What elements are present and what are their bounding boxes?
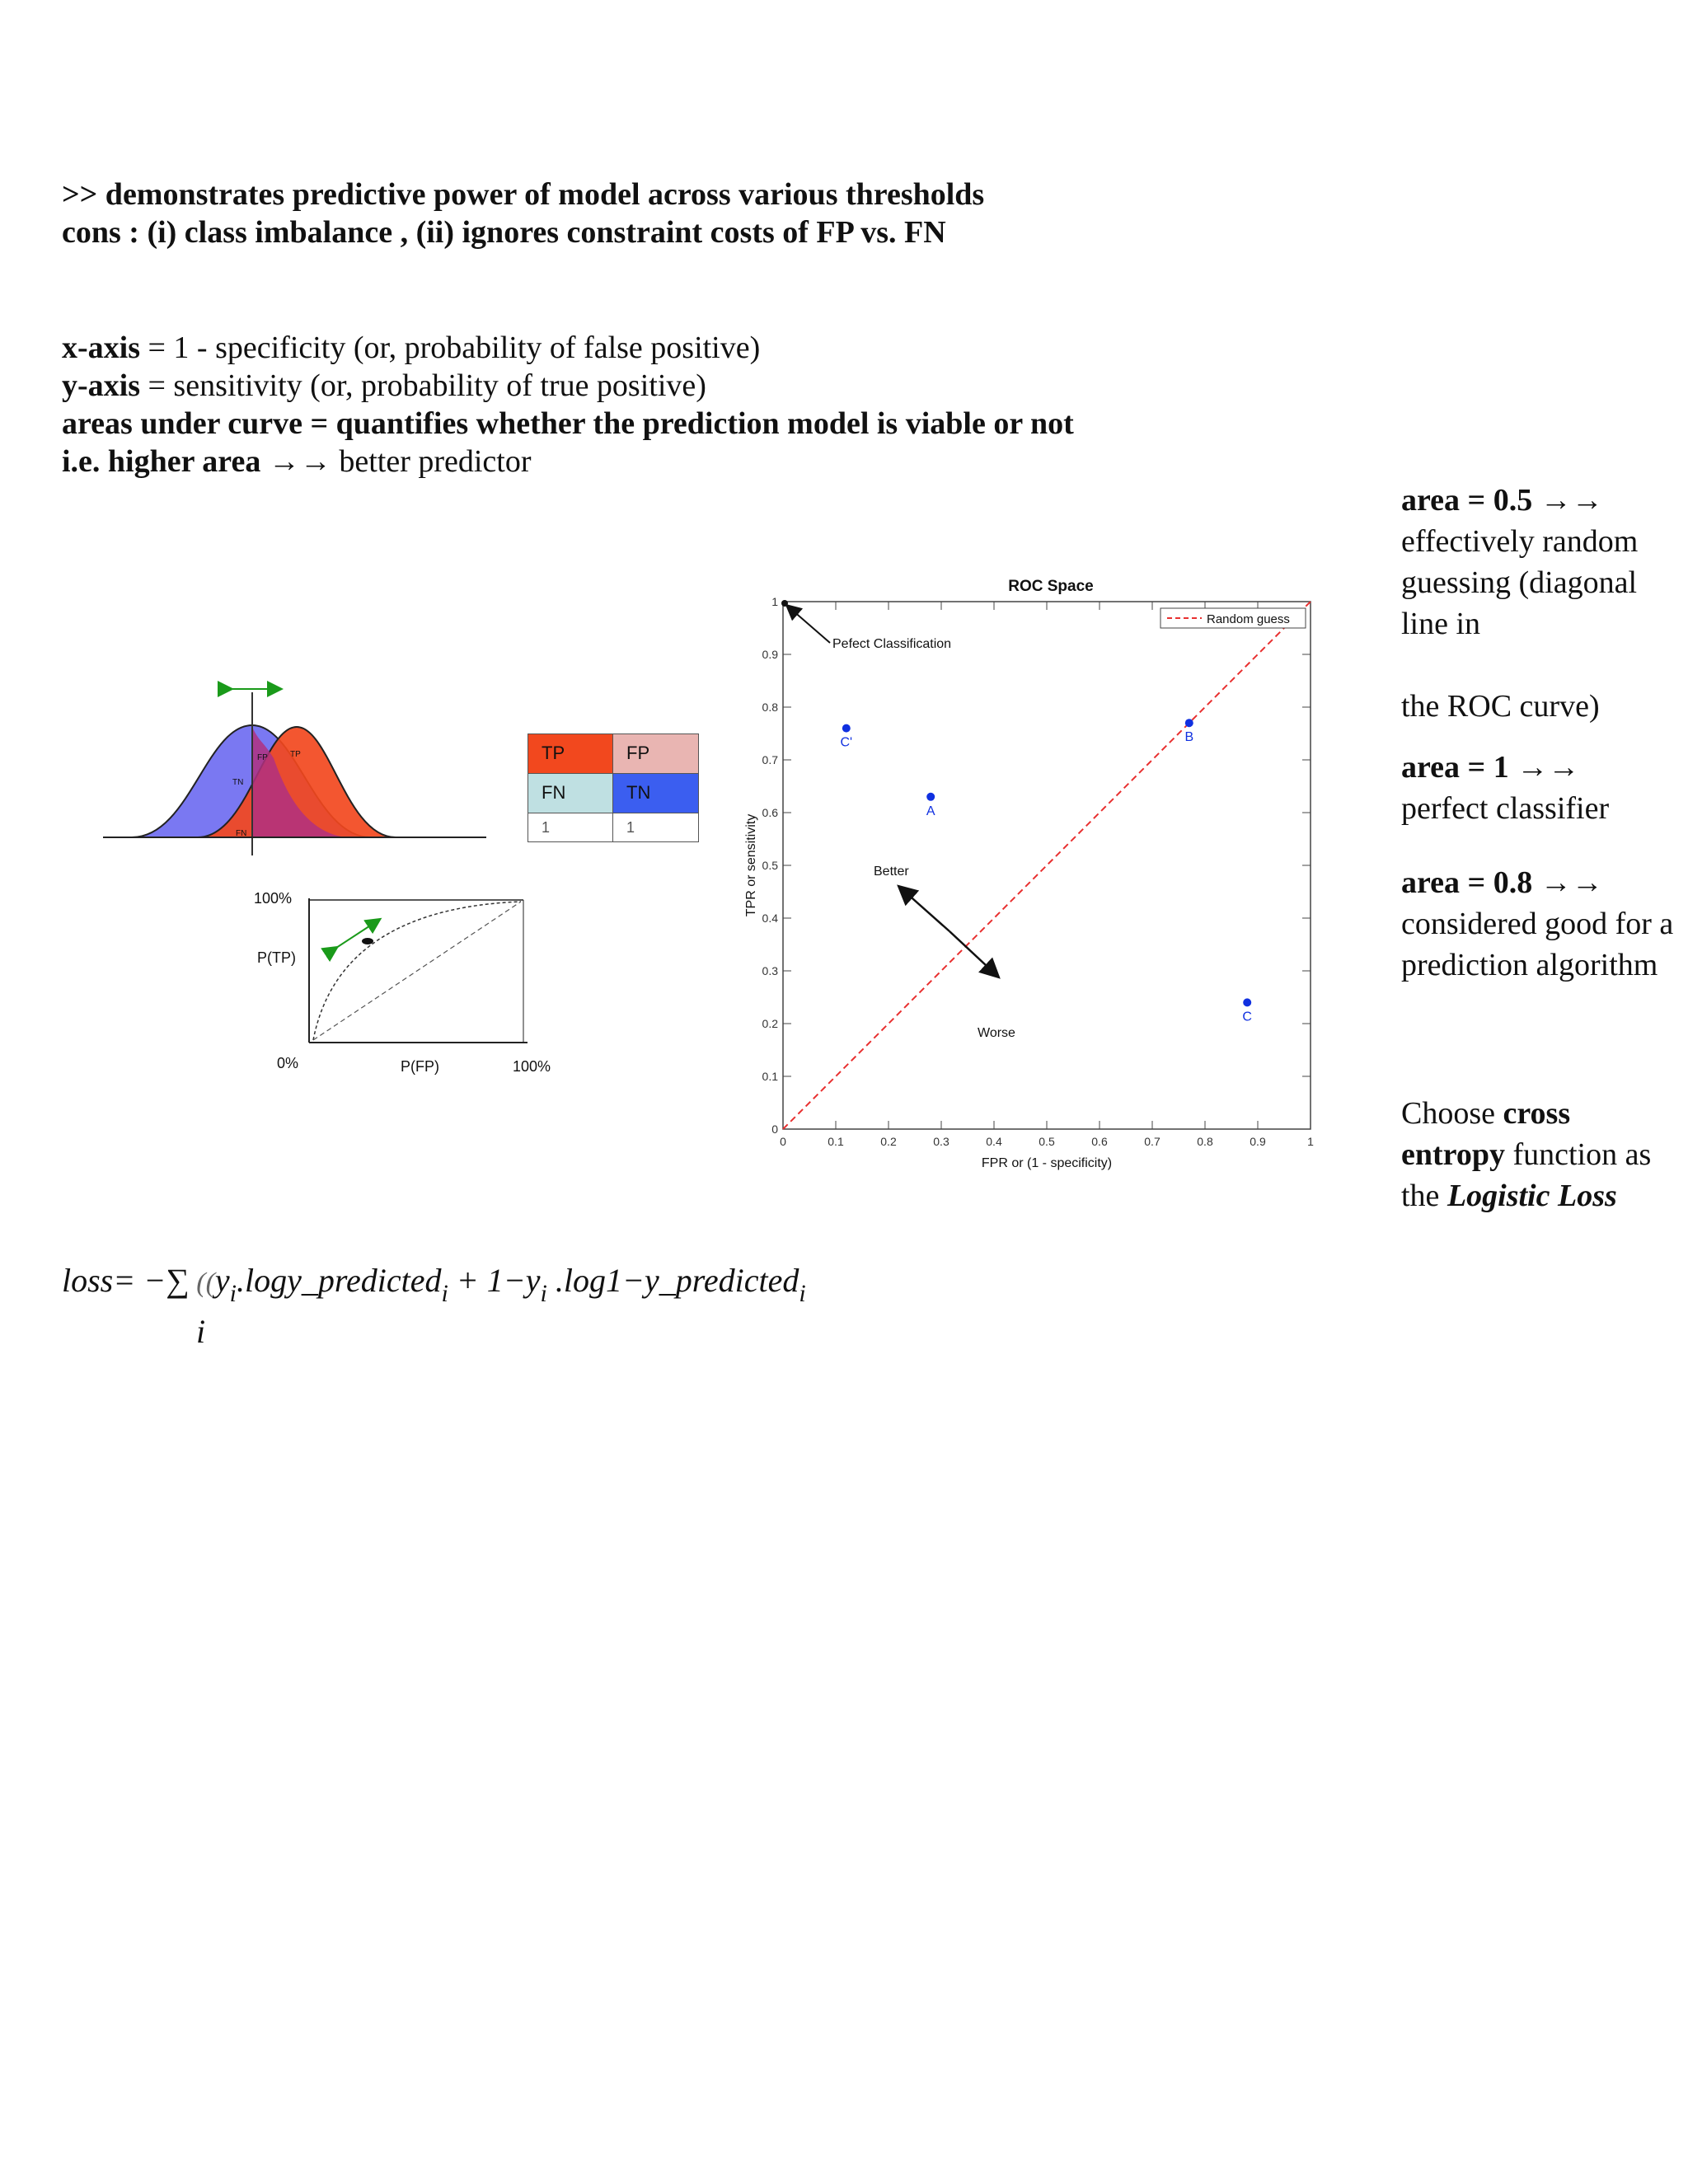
line-x-axis: x-axis = 1 - specificity (or, probability of false positive)	[62, 330, 761, 365]
x-tick-label: 0.4	[986, 1135, 1002, 1148]
roc-legend-label: Random guess	[1207, 612, 1290, 626]
dist-label-tp: TP	[290, 750, 301, 759]
x-tick-label: 0	[780, 1135, 786, 1148]
x-tick-label: 0.5	[1039, 1135, 1055, 1148]
roc-point	[1243, 998, 1251, 1006]
x-tick-label: 0.9	[1250, 1135, 1266, 1148]
line-higher-area: i.e. higher area →→ better predictor	[62, 444, 532, 479]
roc-ylabel: TPR or sensitivity	[744, 813, 758, 917]
mini-roc-y-top: 100%	[254, 890, 293, 907]
mini-roc-x-label: P(FP)	[401, 1058, 439, 1075]
matrix-fp: FP	[613, 734, 698, 774]
perfect-label: Pefect Classification	[832, 637, 952, 651]
line-area-under-curve: areas under curve = quantifies whether the prediction model is viable or not	[62, 406, 1074, 441]
note-area-05: area = 0.5 →→ effectively random guessing (diagonal line in the ROC curve)	[1401, 483, 1639, 724]
dist-label-tn: TN	[232, 778, 244, 787]
line-y-axis: y-axis = sensitivity (or, probability of true positive)	[62, 368, 706, 403]
y-tick-label: 0.1	[762, 1070, 778, 1083]
x-tick-label: 0.3	[933, 1135, 950, 1148]
mini-roc-point	[362, 938, 373, 944]
roc-point	[926, 793, 935, 801]
confusion-matrix	[528, 733, 699, 842]
distribution-figure	[99, 676, 495, 857]
note-cross-entropy: Choose cross entropy function as the Logistic Loss	[1401, 1096, 1652, 1213]
x-tick-label: 0.1	[828, 1135, 844, 1148]
mini-roc-figure	[247, 890, 577, 1096]
x-tick-label: 0.7	[1144, 1135, 1160, 1148]
roc-point-label: C'	[840, 735, 853, 750]
roc-point	[1185, 719, 1193, 727]
matrix-fn: FN	[528, 774, 613, 813]
roc-point-label: C	[1242, 1010, 1252, 1024]
better-arrow	[898, 886, 950, 931]
y-tick-label: 0	[771, 1122, 778, 1136]
worse-label: Worse	[978, 1026, 1015, 1040]
random-guess-line	[783, 602, 1311, 1129]
perfect-point	[781, 600, 788, 607]
y-tick-label: 0.3	[762, 964, 778, 977]
matrix-count-1: 1	[528, 813, 613, 841]
roc-point-label: A	[926, 804, 935, 818]
y-tick-label: 0.8	[762, 701, 778, 714]
y-tick-label: 0.6	[762, 806, 778, 819]
x-tick-label: 0.6	[1091, 1135, 1108, 1148]
note-area-08: area = 0.8 →→ considered good for a prediction algorithm	[1401, 865, 1674, 982]
perfect-arrow	[786, 605, 830, 643]
roc-title: ROC Space	[1008, 578, 1094, 595]
y-tick-label: 0.5	[762, 859, 778, 872]
y-tick-label: 0.9	[762, 648, 778, 661]
y-tick-label: 1	[771, 595, 778, 608]
x-tick-label: 0.8	[1197, 1135, 1213, 1148]
roc-xlabel: FPR or (1 - specificity)	[981, 1156, 1113, 1170]
matrix-tn: TN	[613, 774, 698, 813]
matrix-count-2: 1	[626, 819, 635, 836]
note-area-1: area = 1 →→ perfect classifier	[1401, 750, 1610, 826]
mini-roc-x-min: 0%	[277, 1055, 299, 1071]
roc-space-chart	[725, 569, 1335, 1187]
y-tick-label: 0.7	[762, 753, 778, 766]
better-label: Better	[874, 865, 909, 879]
matrix-tp: TP	[528, 734, 613, 774]
y-tick-label: 0.2	[762, 1017, 778, 1030]
x-tick-label: 0.2	[880, 1135, 897, 1148]
mini-roc-x-max: 100%	[513, 1058, 551, 1075]
loss-formula: loss= −∑ i (($y_i.\log y\_predicted_i + 1-y_i$ .log1−y_predicted$_i$	[62, 1262, 806, 1350]
dist-label-fn: FN	[236, 829, 247, 838]
roc-point-label: B	[1184, 730, 1194, 745]
dist-label-fp: FP	[257, 753, 268, 762]
y-tick-label: 0.4	[762, 912, 778, 925]
mini-roc-y-label: P(TP)	[257, 949, 296, 966]
roc-point	[842, 724, 851, 733]
roc-legend	[1160, 608, 1306, 628]
x-tick-label: 1	[1307, 1135, 1314, 1148]
line-cons: cons : (i) class imbalance , (ii) ignores constraint costs of FP vs. FN	[62, 215, 946, 250]
line-demonstrates: >> demonstrates predictive power of model across various thresholds	[62, 177, 985, 212]
